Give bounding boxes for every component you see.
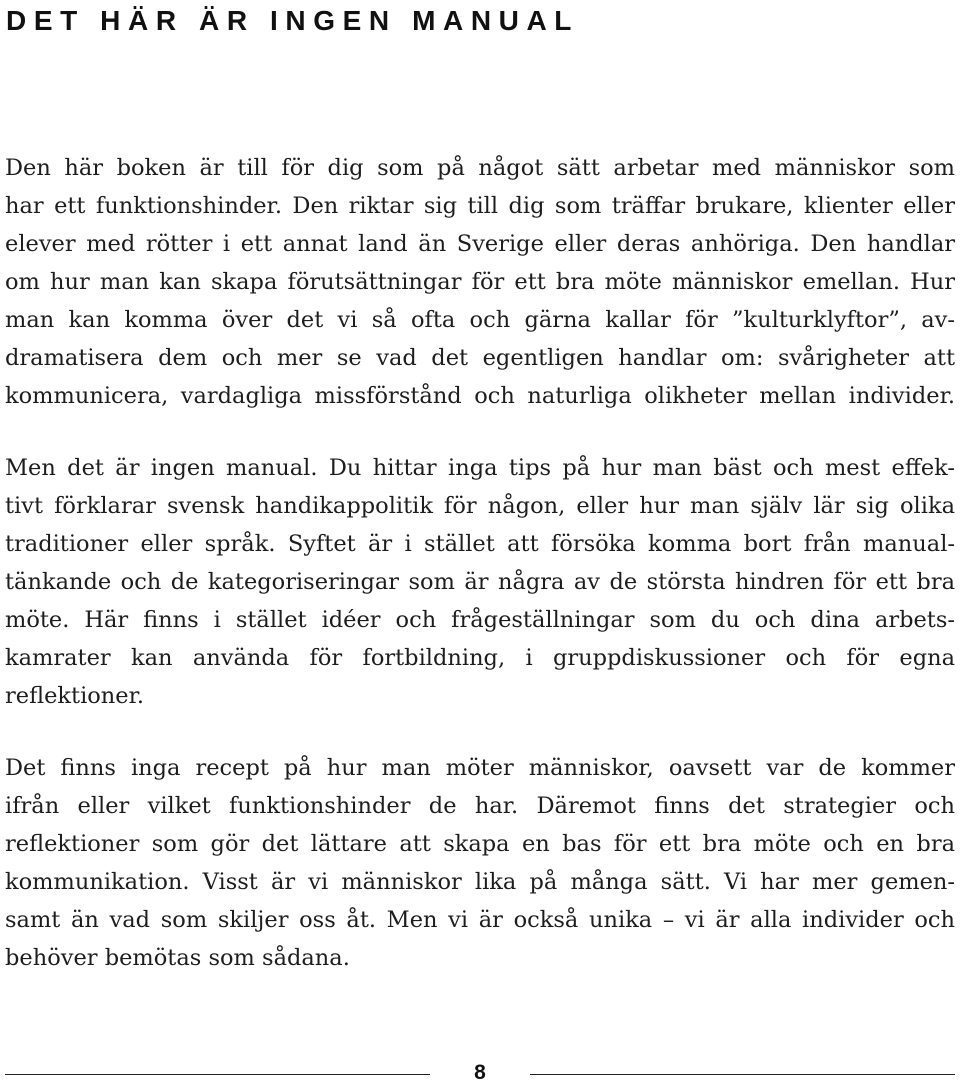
footer-rule-right (530, 1074, 955, 1075)
text-line: dramatisera dem och mer se vad det egentligen handlar om: svårigheter att (5, 345, 955, 371)
text-line: tänkande och de kategoriseringar som är några av de största hindren för ett bra (5, 569, 955, 595)
text-line: har ett funktionshinder. Den riktar sig till dig som träffar brukare, klienter eller (5, 193, 955, 219)
text-line: om hur man kan skapa förutsättningar för ett bra möte människor emellan. Hur (5, 269, 955, 295)
text-line: reflektioner. (5, 683, 145, 709)
text-line: Den här boken är till för dig som på något sätt arbetar med människor som (5, 155, 955, 181)
text-line: elever med rötter i ett annat land än Sverige eller deras anhöriga. Den handlar (5, 231, 955, 257)
footer-rule-left (5, 1074, 430, 1075)
text-line: samt än vad som skiljer oss åt. Men vi är också unika – vi är alla individer och (5, 907, 955, 933)
text-line: Men det är ingen manual. Du hittar inga tips på hur man bäst och mest effek- (5, 455, 955, 481)
text-line: kamrater kan använda för fortbildning, i gruppdiskussioner och för egna (5, 645, 955, 671)
text-line: möte. Här finns i stället idéer och frågeställningar som du och dina arbets- (5, 607, 955, 633)
text-line: behöver bemötas som sådana. (5, 945, 350, 971)
text-line: traditioner eller språk. Syftet är i stället att försöka komma bort från manual- (5, 531, 955, 557)
text-line: reflektioner som gör det lättare att skapa en bas för ett bra möte och en bra (5, 831, 955, 857)
text-line: tivt förklarar svensk handikappolitik för någon, eller hur man själv lär sig olika (5, 493, 955, 519)
text-line: ifrån eller vilket funktionshinder de har. Däremot finns det strategier och (5, 793, 955, 819)
text-line: Det finns inga recept på hur man möter människor, oavsett var de kommer (5, 755, 955, 781)
text-line: man kan komma över det vi så ofta och gärna kallar för ”kulturklyftor”, av- (5, 307, 955, 333)
text-line: kommunikation. Visst är vi människor lika på många sätt. Vi har mer gemen- (5, 869, 955, 895)
text-line: kommunicera, vardagliga missförstånd och naturliga olikheter mellan individer. (5, 383, 955, 409)
page-title: DET HÄR ÄR INGEN MANUAL (6, 5, 580, 36)
page-number: 8 (474, 1061, 486, 1084)
